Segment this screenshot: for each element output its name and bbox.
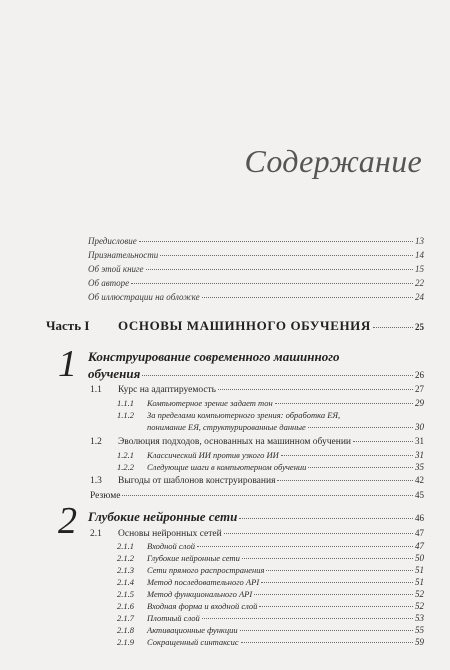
toc-section[interactable] — [90, 475, 424, 486]
toc-page-number: 59 — [415, 637, 424, 647]
subsection-number: 2.1.1 — [117, 541, 134, 551]
subsection-label: Классический ИИ против узкого ИИ — [147, 450, 279, 460]
leader-dots — [146, 269, 413, 270]
leader-dots — [308, 467, 413, 468]
leader-dots — [261, 582, 413, 583]
toc-entry[interactable] — [88, 250, 424, 260]
leader-dots — [131, 283, 413, 284]
subsection-number: 2.1.2 — [117, 553, 134, 563]
toc-subsection[interactable] — [117, 613, 424, 623]
leader-dots — [241, 642, 413, 643]
leader-dots — [254, 594, 413, 595]
leader-dots — [218, 389, 413, 390]
section-number: 1.1 — [90, 385, 102, 395]
toc-page-number: 31 — [415, 450, 424, 460]
toc-page-number: 53 — [415, 613, 424, 623]
toc-section[interactable] — [90, 528, 424, 539]
leader-dots — [197, 546, 413, 547]
leader-dots — [277, 480, 413, 481]
toc-page-number: 26 — [415, 370, 424, 380]
toc-page-number: 13 — [415, 236, 424, 246]
toc-page-number: 29 — [415, 398, 424, 408]
toc-page-number: 51 — [415, 565, 424, 575]
toc-page-number: 15 — [415, 264, 424, 274]
toc-section[interactable] — [90, 436, 424, 447]
toc-entry[interactable] — [88, 292, 424, 302]
section-number: 1.3 — [90, 476, 102, 486]
leader-dots — [259, 606, 413, 607]
leader-dots — [353, 441, 413, 442]
section-label: Эволюция подходов, основанных на машинном обучении — [118, 437, 352, 447]
subsection-number: 2.1.6 — [117, 601, 134, 611]
toc-subsection[interactable] — [117, 625, 424, 635]
toc-subsection[interactable] — [117, 462, 424, 472]
toc-entry[interactable] — [88, 236, 424, 246]
section-number: 2.1 — [90, 529, 102, 539]
toc-page-number: 27 — [415, 384, 424, 394]
toc-entry-label: Признательности — [88, 250, 159, 260]
section-label: Резюме — [90, 491, 121, 501]
page-title: Содержание — [244, 143, 422, 179]
toc-subsection[interactable] — [117, 410, 424, 420]
toc-page-number: 47 — [415, 528, 424, 538]
toc-page-number: 14 — [415, 250, 424, 260]
toc-entry[interactable] — [88, 264, 424, 274]
subsection-number: 2.1.3 — [117, 565, 134, 575]
leader-dots — [202, 297, 413, 298]
toc-subsection[interactable] — [117, 577, 424, 587]
subsection-label: Плотный слой — [147, 613, 200, 623]
toc-subsection[interactable] — [117, 450, 424, 460]
toc-section[interactable] — [90, 490, 424, 501]
part-label: Часть I — [46, 318, 90, 333]
part-heading[interactable] — [46, 318, 424, 334]
toc-page-number: 52 — [415, 589, 424, 599]
part-title: ОСНОВЫ МАШИННОГО ОБУЧЕНИЯ — [118, 318, 371, 333]
toc-page-number: 35 — [415, 462, 424, 472]
toc-page-number: 55 — [415, 625, 424, 635]
subsection-label: Входной слой — [147, 541, 195, 551]
subsection-number: 2.1.5 — [117, 589, 134, 599]
toc-subsection[interactable] — [117, 553, 424, 563]
leader-dots — [224, 533, 413, 534]
toc-page-number: 31 — [415, 436, 424, 446]
toc-subsection[interactable] — [117, 589, 424, 599]
subsection-number: 2.1.8 — [117, 625, 134, 635]
subsection-number: 1.2.1 — [117, 450, 134, 460]
toc-subsection[interactable] — [117, 601, 424, 611]
leader-dots — [239, 518, 413, 519]
leader-dots — [275, 403, 413, 404]
subsection-number: 2.1.9 — [117, 637, 134, 647]
leader-dots — [142, 375, 413, 376]
toc-entry-label: Об этой книге — [88, 264, 144, 274]
toc-subsection[interactable] — [117, 398, 424, 408]
toc-entry[interactable] — [88, 278, 424, 288]
subsection-label: Метод последовательного API — [147, 577, 260, 587]
subsection-label: Активационные функции — [147, 625, 238, 635]
subsection-label: Следующие шаги в компьютерном обучении — [147, 462, 307, 472]
subsection-label-cont: понимание ЕЯ, структурированные данные — [147, 422, 306, 432]
toc-page-number: 46 — [415, 513, 424, 523]
toc-subsection[interactable] — [117, 565, 424, 575]
toc-entry-label: Об иллюстрации на обложке — [88, 292, 200, 302]
leader-dots — [122, 495, 413, 496]
toc-page-number: 42 — [415, 475, 424, 485]
subsection-label: Сети прямого распространения — [147, 565, 265, 575]
subsection-label: Сокращенный синтаксис — [147, 637, 239, 647]
leader-dots — [242, 558, 413, 559]
section-label: Основы нейронных сетей — [118, 529, 222, 539]
subsection-label: Компьютерное зрение задает тон — [147, 398, 273, 408]
leader-dots — [308, 427, 413, 428]
toc-section[interactable] — [90, 384, 424, 395]
subsection-number: 1.1.2 — [117, 410, 134, 420]
subsection-label: Глубокие нейронные сети — [147, 553, 240, 563]
subsection-number: 1.2.2 — [117, 462, 134, 472]
chapter-title[interactable] — [88, 509, 424, 525]
toc-subsection-cont[interactable] — [147, 422, 424, 432]
toc-page-number: 22 — [415, 278, 424, 288]
toc-page-number: 30 — [415, 422, 424, 432]
subsection-label: Метод функционального API — [147, 589, 253, 599]
chapter-title[interactable]: Конструирование современного машинного — [88, 349, 340, 364]
leader-dots — [266, 570, 413, 571]
chapter-title-cont[interactable] — [88, 366, 424, 382]
leader-dots — [139, 241, 413, 242]
toc-entry-label: Об авторе — [88, 278, 130, 288]
toc-page-number: 52 — [415, 601, 424, 611]
toc-page-number: 25 — [415, 322, 424, 332]
leader-dots — [202, 618, 413, 619]
toc-subsection[interactable] — [117, 541, 424, 551]
subsection-number: 2.1.7 — [117, 613, 134, 623]
toc-page-number: 47 — [415, 541, 424, 551]
leader-dots — [281, 455, 413, 456]
subsection-label: За пределами компьютерного зрения: обработка ЕЯ, — [147, 410, 341, 420]
toc-entry-label: Предисловие — [88, 236, 137, 246]
toc-page-number: 50 — [415, 553, 424, 563]
leader-dots — [240, 630, 413, 631]
subsection-number: 1.1.1 — [117, 398, 134, 408]
section-number: 1.2 — [90, 437, 102, 447]
chapter-number: 1 — [58, 343, 77, 385]
section-label: Курс на адаптируемость — [118, 385, 217, 395]
chapter-number: 2 — [58, 500, 77, 542]
section-label: Выгоды от шаблонов конструирования — [118, 476, 276, 486]
toc-page-number: 24 — [415, 292, 424, 302]
chapter-title-text: Глубокие нейронные сети — [88, 509, 238, 524]
toc-subsection[interactable] — [117, 637, 424, 647]
chapter-title-line2: обучения — [88, 366, 141, 381]
leader-dots — [160, 255, 413, 256]
subsection-label: Входная форма и входной слой — [147, 601, 258, 611]
toc-page-number: 51 — [415, 577, 424, 587]
subsection-number: 2.1.4 — [117, 577, 134, 587]
toc-page-number: 45 — [415, 490, 424, 500]
leader-dots — [373, 327, 413, 328]
